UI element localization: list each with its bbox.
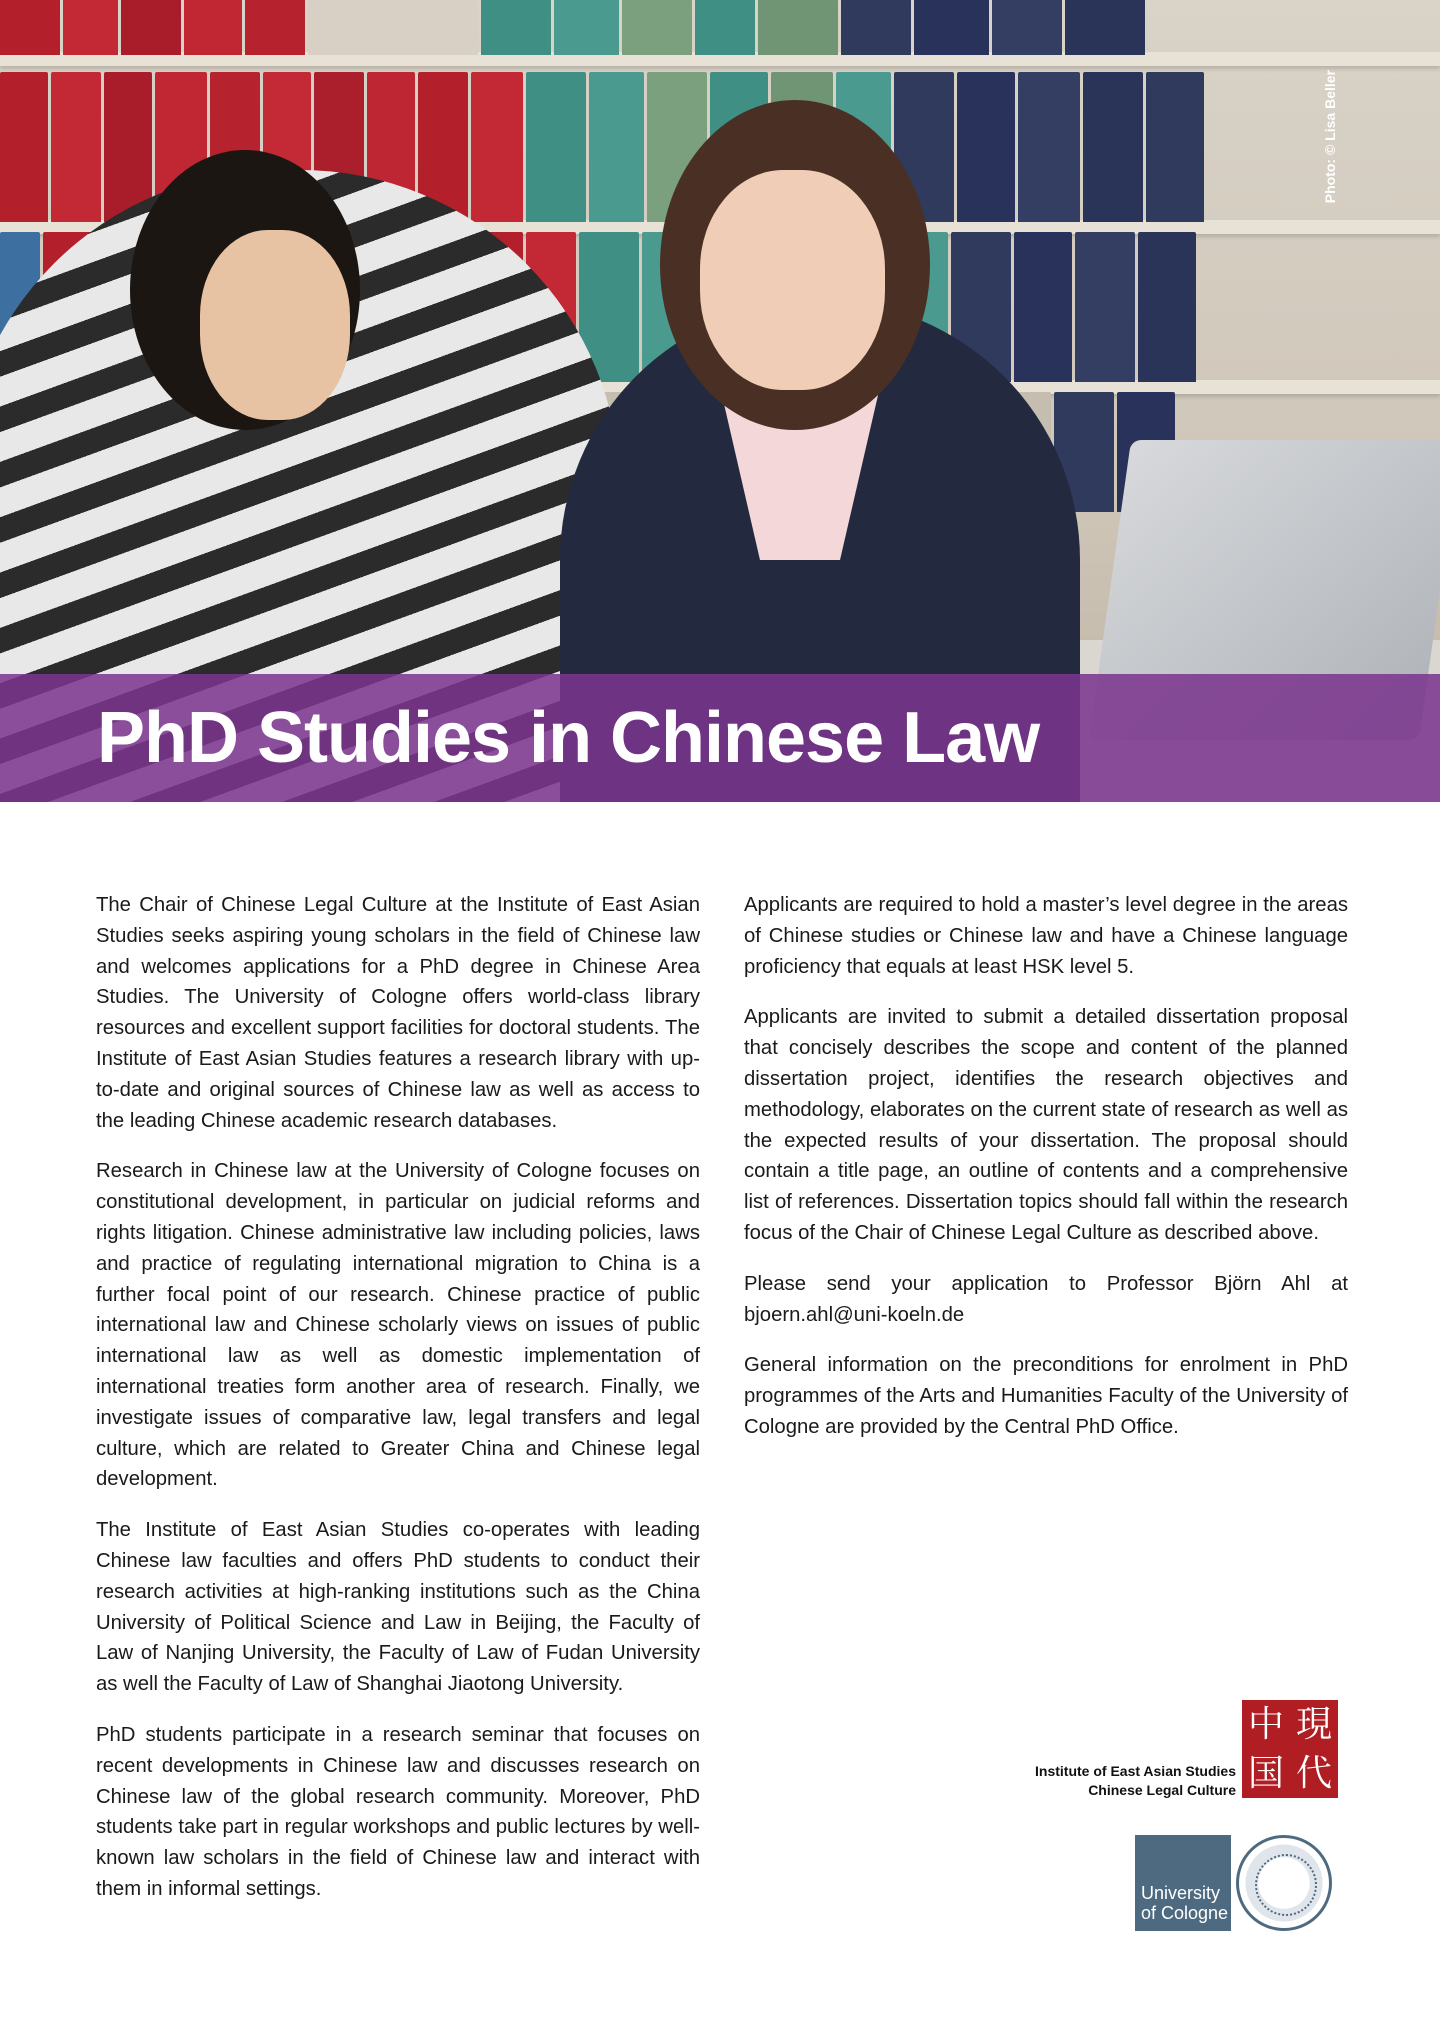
paragraph-seminar: PhD students participate in a research seminar that focuses on recent developments in Chinese law and discusses research on Chinese law of the global research community. Moreover, PhD students take part in regular workshops and public lectures by well-known law scholars in the field of Chinese law and interact with them in informal settings. bbox=[96, 1723, 700, 1900]
paragraph-intro: The Chair of Chinese Legal Culture at the Institute of East Asian Studies seeks aspiring young scholars in the field of Chinese law and welcomes applications for a PhD degree in Chinese Area Studies. The University of Cologne offers world-class library resources and excellent support facilities for doctoral students. The Institute of East Asian Studies features a research library with up-to-date and original sources of Chinese law as well as access to the leading Chinese academic research databases. bbox=[96, 894, 700, 1132]
seal-char: 現 bbox=[1295, 1703, 1332, 1745]
institute-line2: Chinese Legal Culture bbox=[1088, 1782, 1236, 1798]
right-column bbox=[744, 890, 1348, 1463]
page-title: PhD Studies in Chinese Law bbox=[97, 698, 1040, 778]
student-left-face bbox=[200, 230, 350, 420]
paragraph-contact: Please send your application to Professor Björn Ahl at bjoern.ahl@uni-koeln.de bbox=[744, 1272, 1348, 1326]
institute-line1: Institute of East Asian Studies bbox=[1035, 1763, 1236, 1779]
title-band bbox=[0, 674, 1440, 802]
photo-credit: Photo: © Lisa Beller bbox=[1322, 70, 1338, 204]
seal-char: 代 bbox=[1295, 1752, 1332, 1794]
paragraph-cooperation: The Institute of East Asian Studies co-operates with leading Chinese law faculties and offers PhD students to conduct their research activities at high-ranking institutions such as the China University of Political Science and Law in Beijing, the Faculty of Law of Nanjing University, the Faculty of Law of Fudan University as well the Faculty of Law of Shanghai Jiaotong University. bbox=[96, 1519, 700, 1696]
student-right-face bbox=[700, 170, 885, 390]
paragraph-requirements: Applicants are required to hold a master’s level degree in the areas of Chinese studies or Chinese law and have a Chinese language proficiency that equals at least HSK level 5. bbox=[744, 894, 1348, 978]
paragraph-general-info: General information on the preconditions for enrolment in PhD programmes of the Arts and Humanities Faculty of the University of Cologne are provided by the Central PhD Office. bbox=[744, 1354, 1348, 1438]
university-logo bbox=[1135, 1835, 1231, 1931]
university-seal-icon bbox=[1236, 1835, 1332, 1931]
paragraph-research-focus: Research in Chinese law at the University of Cologne focuses on constitutional development, in particular on judicial reforms and rights litigation. Chinese administrative law including policies, laws and practice of regulating international migration to China is a further focal point of our research. Chinese practice of public international law and Chinese scholarly views on issues of public international law as well as domestic implementation of international treaties form another area of research. Finally, we investigate issues of comparative law, legal transfers and legal culture, which are related to Greater China and Chinese legal development. bbox=[96, 1160, 700, 1491]
book-row bbox=[0, 0, 1440, 55]
institute-logo bbox=[980, 1700, 1338, 1800]
paragraph-proposal: Applicants are invited to submit a detailed dissertation proposal that concisely describes the scope and content of the planned dissertation project, identifies the research objectives and methodology, elaborates on the current state of research as well as the expected results of your dissertation. The proposal should contain a title page, an outline of contents and a comprehensive list of references. Dissertation topics should fall within the research focus of the Chair of Chinese Legal Culture as described above. bbox=[744, 1006, 1348, 1244]
university-line1: University bbox=[1141, 1883, 1221, 1903]
institute-seal bbox=[1242, 1700, 1338, 1798]
seal-char: 国 bbox=[1247, 1752, 1284, 1794]
seal-char: 中 bbox=[1247, 1703, 1284, 1745]
university-line2: of Cologne bbox=[1141, 1903, 1229, 1923]
institute-name bbox=[1035, 1762, 1236, 1800]
left-column bbox=[96, 890, 700, 1925]
hero-photo bbox=[0, 0, 1440, 802]
